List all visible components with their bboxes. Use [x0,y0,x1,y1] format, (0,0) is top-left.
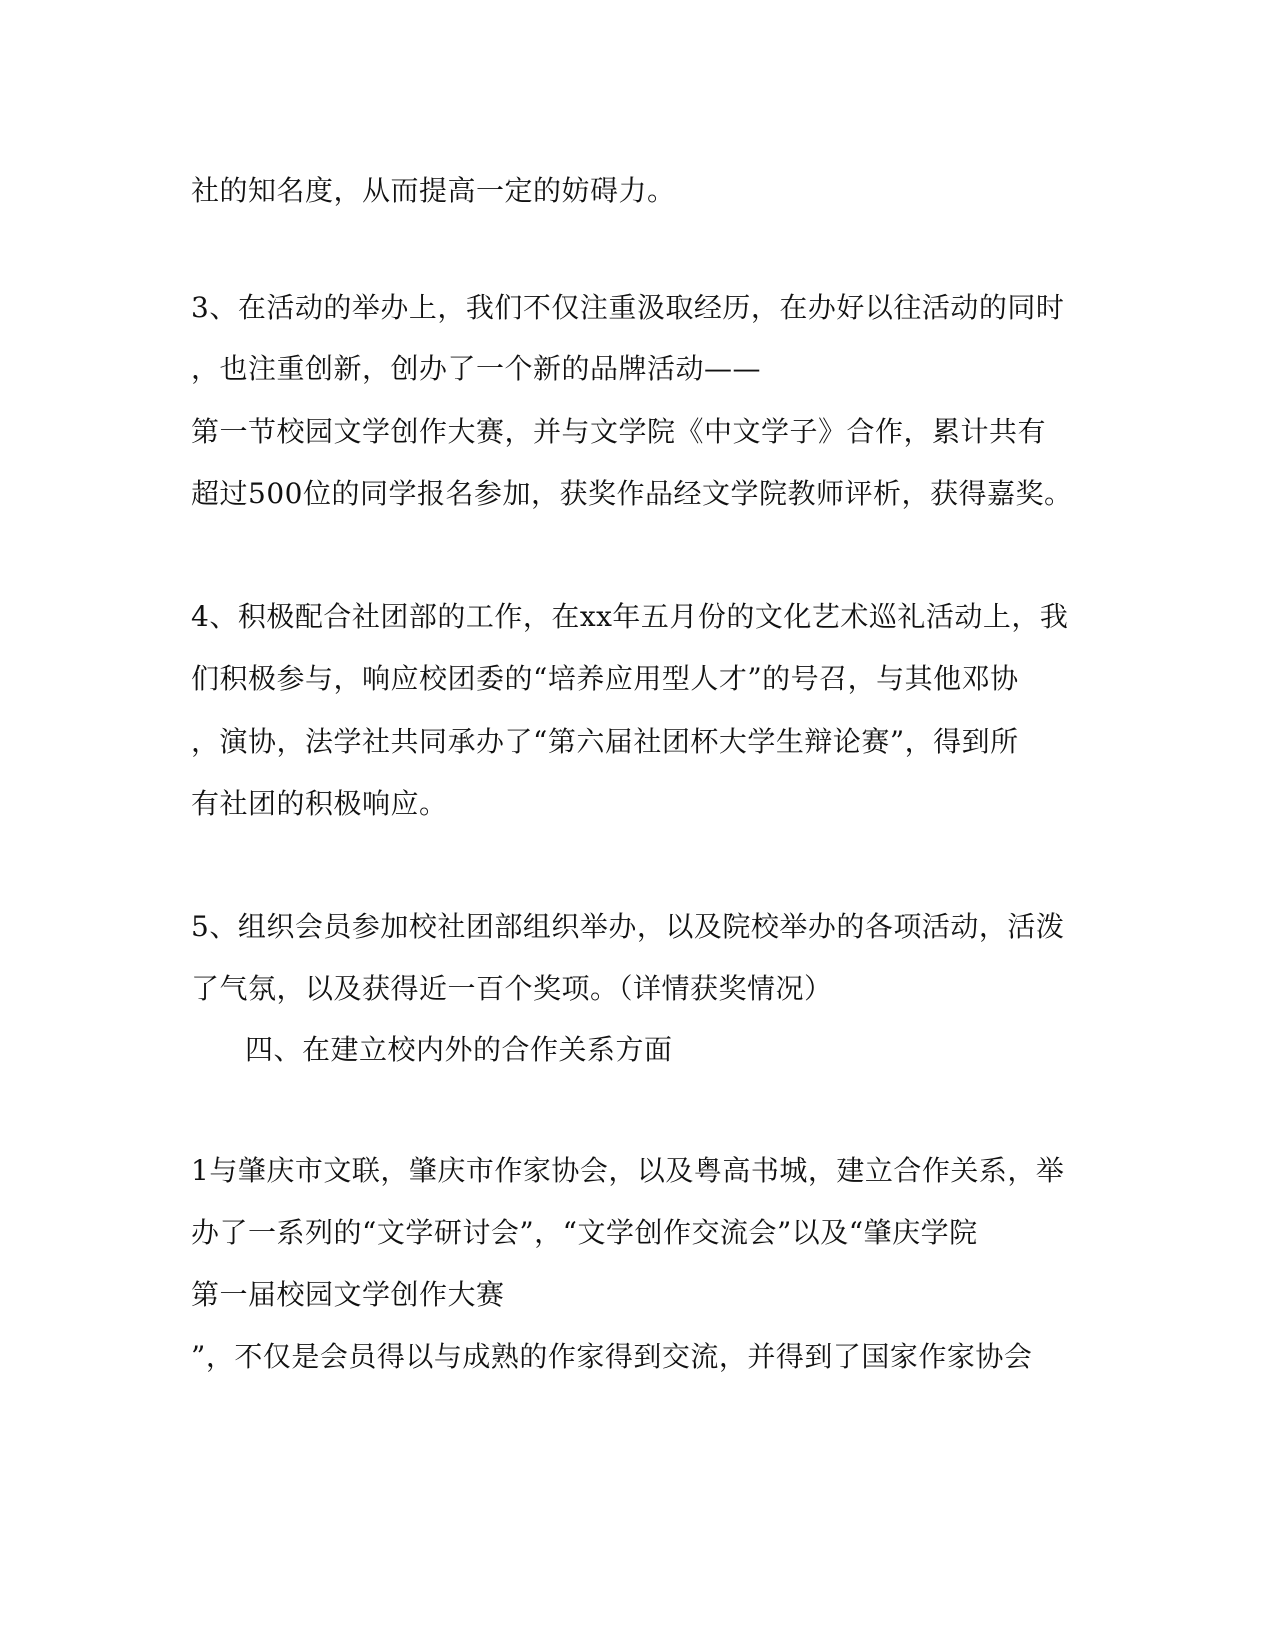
paragraph-line: 了气氛，以及获得近一百个奖项。（详情获奖情况） [191,972,833,1005]
paragraph-line: 5、组织会员参加校社团部组织举办，以及院校举办的各项活动，活泼 [191,910,1065,943]
paragraph-line: 1与肇庆市文联，肇庆市作家协会，以及粤高书城，建立合作关系，举 [191,1154,1065,1187]
paragraph-line: 们积极参与，响应校团委的“培养应用型人才”的号召，与其他邓协 [191,662,1019,695]
paragraph-line: 第一届校园文学创作大赛 [191,1278,505,1311]
paragraph-line: 第一节校园文学创作大赛，并与文学院《中文学子》合作，累计共有 [191,415,1047,448]
paragraph-line: 有社团的积极响应。 [191,787,448,820]
paragraph-line: 4、积极配合社团部的工作，在xx年五月份的文化艺术巡礼活动上，我 [191,600,1069,633]
section-heading: 四、在建立校内外的合作关系方面 [245,1033,673,1066]
paragraph-line: ”，不仅是会员得以与成熟的作家得到交流，并得到了国家作家协会 [191,1340,1033,1373]
paragraph-line: 办了一系列的“文学研讨会”，“文学创作交流会”以及“肇庆学院 [191,1216,978,1249]
paragraph-line: 社的知名度，从而提高一定的妨碍力。 [191,174,676,207]
paragraph-line: ，也注重创新，创办了一个新的品牌活动—— [191,352,762,385]
paragraph-line: 超过500位的同学报名参加，获奖作品经文学院教师评析，获得嘉奖。 [191,477,1073,510]
paragraph-line: ，演协，法学社共同承办了“第六届社团杯大学生辩论赛”，得到所 [191,725,1019,758]
paragraph-line: 3、在活动的举办上，我们不仅注重汲取经历，在办好以往活动的同时 [191,291,1065,324]
